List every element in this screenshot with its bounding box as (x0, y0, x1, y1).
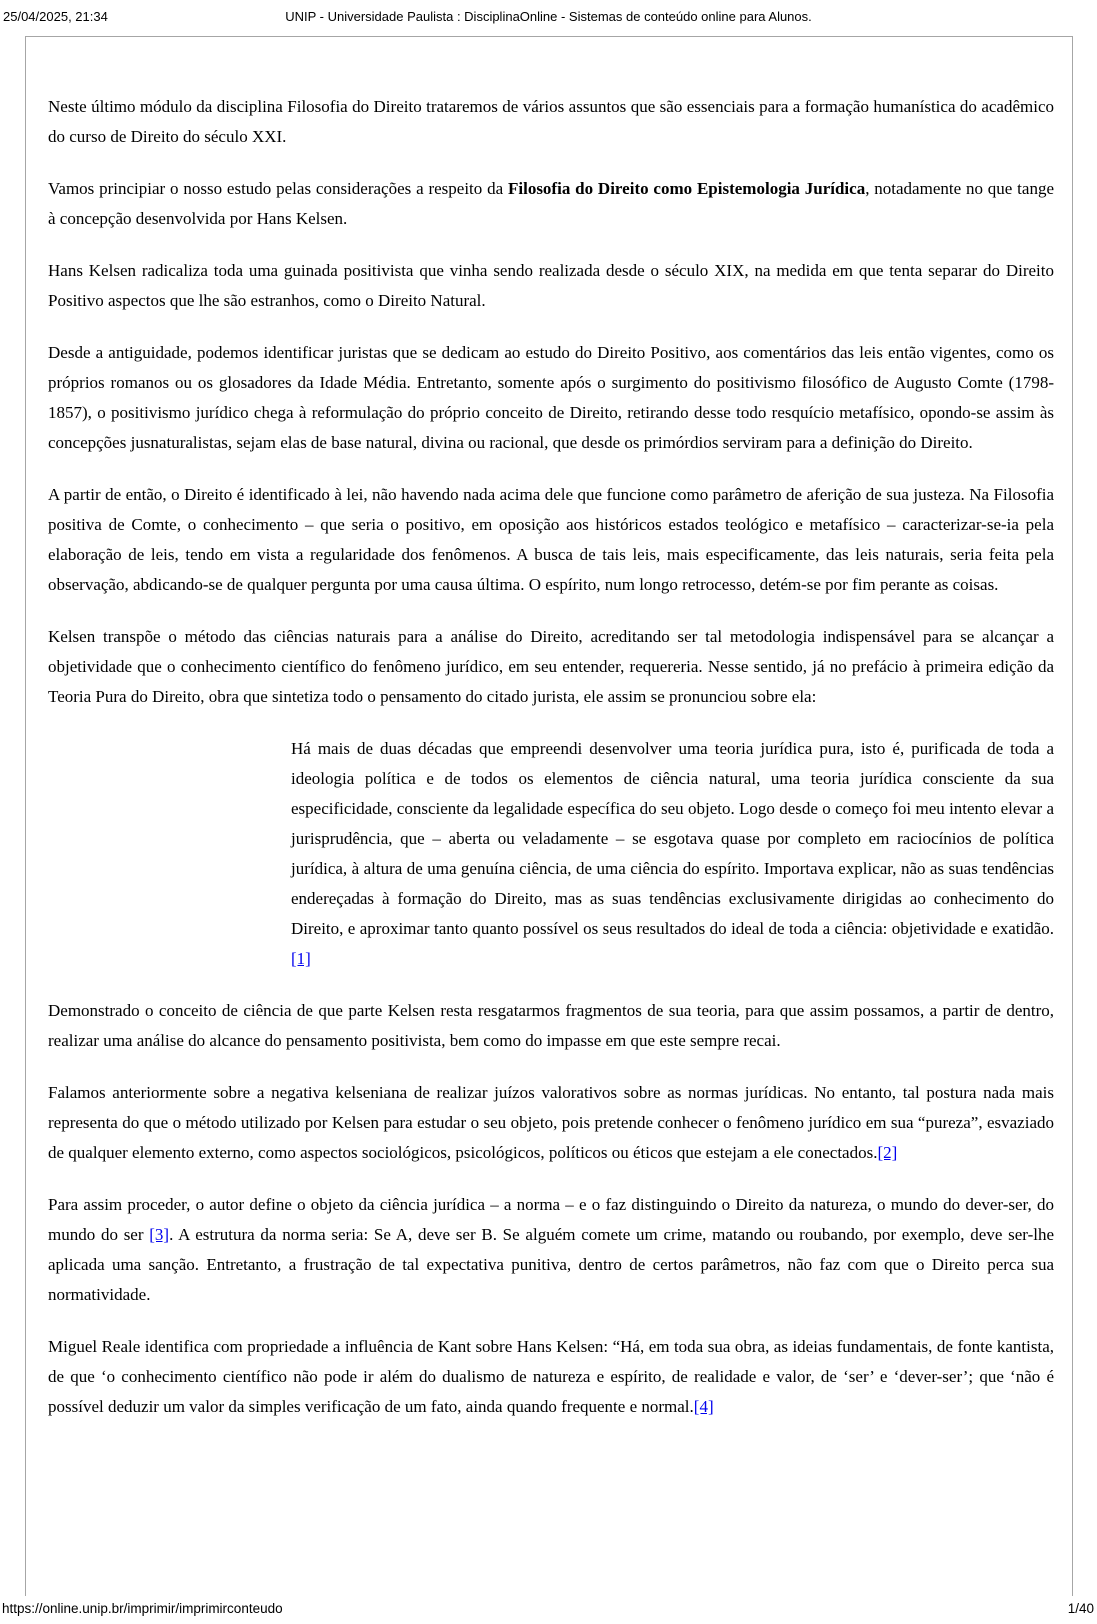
bold-text-run: Filosofia do Direito como Epistemologia Jurídica (507, 179, 866, 198)
print-url: https://online.unip.br/imprimir/imprimirconteudo (2, 1601, 283, 1616)
text-run: A partir de então, o Direito é identificado à lei, não havendo nada acima dele que funcione como parâmetro de aferição de sua justeza. Na Filosofia positiva de Comte, o conhecimento – que seria o positivo, em oposição aos históricos estados teológico e metafísico – caracterizar-se-ia pela elaboração de leis, tendo em vista a regularidade dos fenômenos. A busca de tais leis, mais especificamente, das leis naturais, seria feita pela observação, abdicando-se de qualquer pergunta por uma causa última. O espírito, num longo retrocesso, detém-se por fim perante as coisas. (48, 485, 1054, 594)
text-run: Há mais de duas décadas que empreendi desenvolver uma teoria jurídica pura, isto é, purificada de toda a ideologia política e de todos os elementos de ciência natural, uma teoria jurídica consciente da sua especificidade, consciente da legalidade específica do seu objeto. Logo desde o começo foi meu intento elevar a jurisprudência, que – aberta ou veladamente – se esgotava quase por completo em raciocínios de política jurídica, à altura de uma genuína ciência, de uma ciência do espírito. Importava explicar, não as suas tendências endereçadas à formação do Direito, mas as suas tendências exclusivamente dirigidas ao conhecimento do Direito, e aproximar tanto quanto possível os seus resultados do ideal de toda a ciência: objetividade e exatidão. (291, 739, 1054, 938)
text-run: Para assim proceder, o autor define o objeto da ciência jurídica – a norma – e o faz distinguindo o Direito da natureza, o mundo do dever-ser, do mundo do ser (48, 1195, 1054, 1244)
print-datetime: 25/04/2025, 21:34 (3, 9, 108, 24)
paragraph (48, 338, 1054, 458)
footnote-link-2[interactable]: [2] (877, 1143, 898, 1162)
footnote-link-3[interactable]: [3] (149, 1225, 170, 1244)
text-run: Kelsen transpõe o método das ciências naturais para a análise do Direito, acreditando ser tal metodologia indispensável para se alcançar a objetividade que o conhecimento científico do fenômeno jurídico, em seu entender, requereria. Nesse sentido, já no prefácio à primeira edição da Teoria Pura do Direito, obra que sintetiza todo o pensamento do citado jurista, ele assim se pronunciou sobre ela: (48, 627, 1054, 706)
text-run: Hans Kelsen radicaliza toda uma guinada positivista que vinha sendo realizada desde o século XIX, na medida em que tenta separar do Direito Positivo aspectos que lhe são estranhos, como o Direito Natural. (48, 261, 1054, 310)
print-page-title: UNIP - Universidade Paulista : DisciplinaOnline - Sistemas de conteúdo online para Alunos. (285, 9, 812, 24)
text-run: Falamos anteriormente sobre a negativa kelseniana de realizar juízos valorativos sobre as normas jurídicas. No entanto, tal postura nada mais representa do que o método utilizado por Kelsen para estudar o seu objeto, pois pretende conhecer o fenômeno jurídico em sua “pureza”, esvaziado de qualquer elemento externo, como aspectos sociológicos, psicológicos, políticos ou éticos que estejam a ele conectados. (48, 1083, 1054, 1162)
print-page-number: 1/40 (1067, 1601, 1094, 1616)
footnote-link-4[interactable]: [4] (693, 1397, 714, 1416)
paragraph (48, 256, 1054, 316)
paragraph (48, 622, 1054, 712)
paragraph (48, 92, 1054, 152)
text-run: Miguel Reale identifica com propriedade a influência de Kant sobre Hans Kelsen: “Há, em toda sua obra, as ideias fundamentais, de fonte kantista, de que ‘o conhecimento científico não pode ir além do dualismo de natureza e espírito, de realidade e valor, de ‘ser’ e ‘dever-ser’; que ‘não é possível deduzir um valor da simples verificação de um fato, ainda quando frequente e normal. (48, 1337, 1054, 1416)
text-run: Desde a antiguidade, podemos identificar juristas que se dedicam ao estudo do Direito Positivo, aos comentários das leis então vigentes, como os próprios romanos ou os glosadores da Idade Média. Entretanto, somente após o surgimento do positivismo filosófico de Augusto Comte (1798-1857), o positivismo jurídico chega à reformulação do próprio conceito de Direito, retirando desse todo resquício metafísico, opondo-se assim às concepções jusnaturalistas, sejam elas de base natural, divina ou racional, que desde os primórdios serviram para a definição do Direito. (48, 343, 1054, 452)
document-body (26, 37, 1072, 1422)
paragraph (48, 480, 1054, 600)
paragraph (48, 1190, 1054, 1310)
quote-paragraph (291, 734, 1054, 974)
paragraph (48, 174, 1054, 234)
paragraph (48, 1332, 1054, 1422)
text-run: Neste último módulo da disciplina Filosofia do Direito trataremos de vários assuntos que são essenciais para a formação humanística do acadêmico do curso de Direito do século XXI. (48, 97, 1054, 146)
print-footer (0, 1600, 1097, 1618)
text-run: Vamos principiar o nosso estudo pelas considerações a respeito da (48, 179, 508, 198)
footnote-link-1[interactable]: [1] (291, 949, 311, 968)
print-header (0, 8, 1097, 26)
paragraph (48, 1078, 1054, 1168)
paragraph (48, 996, 1054, 1056)
content-frame (25, 36, 1073, 1596)
text-run: , notadamente no que tange à concepção desenvolvida por Hans Kelsen. (48, 179, 1054, 228)
text-run: Demonstrado o conceito de ciência de que parte Kelsen resta resgatarmos fragmentos de sua teoria, para que assim possamos, a partir de dentro, realizar uma análise do alcance do pensamento positivista, bem como do impasse em que este sempre recai. (48, 1001, 1054, 1050)
text-run: . A estrutura da norma seria: Se A, deve ser B. Se alguém comete um crime, matando ou roubando, por exemplo, deve ser-lhe aplicada uma sanção. Entretanto, a frustração de tal expectativa punitiva, dentro de certos parâmetros, não faz com que o Direito perca sua normatividade. (48, 1225, 1055, 1304)
